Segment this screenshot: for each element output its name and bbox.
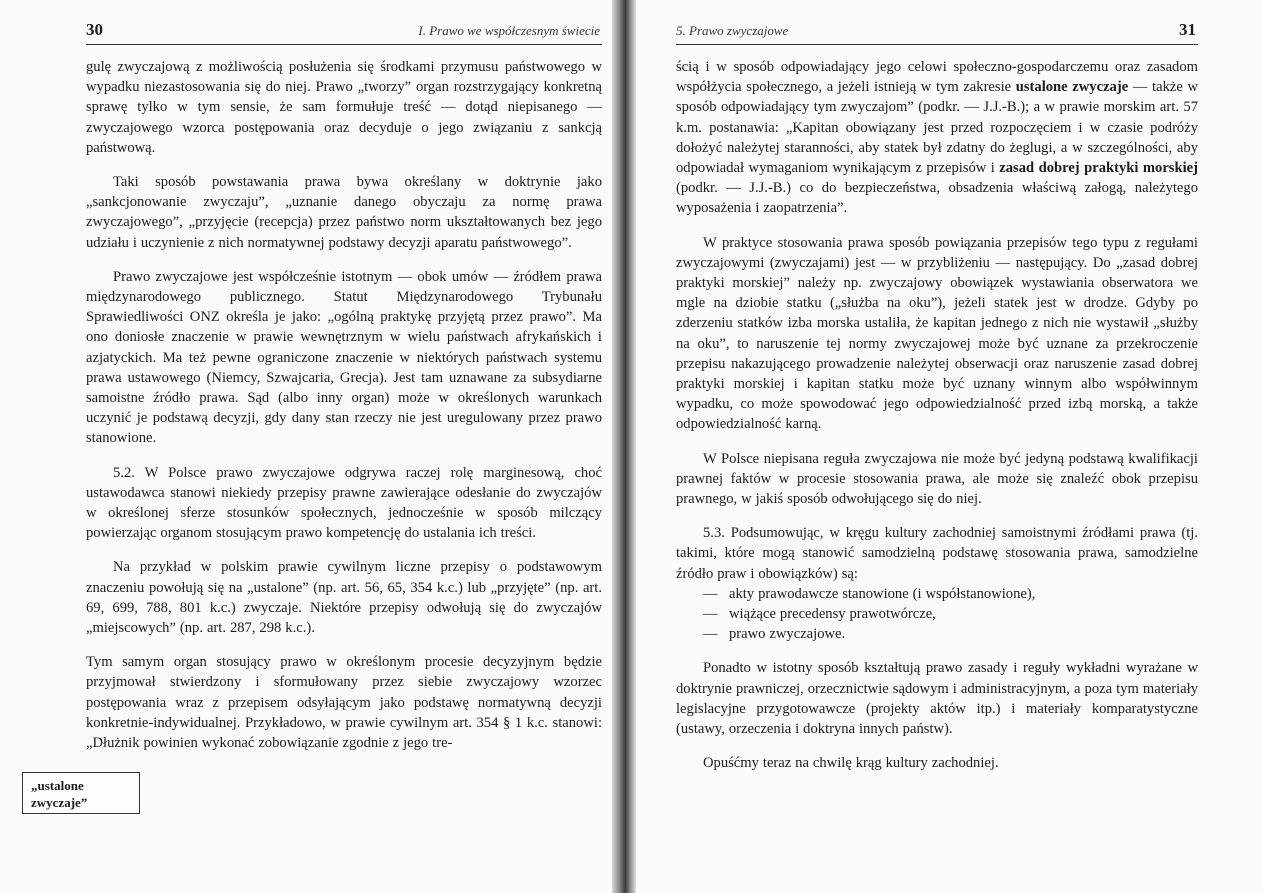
list-item-text: prawo zwyczajowe. — [729, 626, 846, 643]
header-rule — [676, 44, 1198, 45]
list-item — [676, 584, 1198, 604]
paragraph: 5.3. Podsumowując, w kręgu kultury zachodniej samoistnymi źródłami prawa (tj. takimi, które mogą stanowić samodzielną podstawę stosowania prawa, samodzielne źródło praw i obowiązków) są: — [676, 525, 1198, 582]
paragraph-wrapped — [86, 652, 602, 753]
running-head: 5. Prawo zwyczajowe — [676, 23, 789, 38]
margin-note-line: zwyczaje” — [31, 795, 88, 810]
emphasis: zasad dobrej praktyki morskiej — [999, 160, 1198, 177]
paragraph: Na przykład w polskim prawie cywilnym liczne przepisy o podstawowym znaczeniu powołują się na „ustalone” (np. art. 56, 65, 354 k.c.) lub „przyjęte” (np. art. 69, 699, 788, 801 k.c.) zwyczaje. Niektóre przepisy odwołują się do zwyczajów „miejscowych” (np. art. 287, 298 k.c.). — [86, 559, 602, 637]
text-run: — także w sposób odpowiadający tym zwyczajom” (podkr. — J.J.-B.); a w prawie morskim art. 57 k.m. postanawia: „Kapitan obowiązany jest przed rozpoczęciem i w czasie podróży dołożyć należytej staranności, aby statek był zdatny do żeglugi, a w szczególności, aby odpowiadał wymaganiom wynikającym z przepisów i — [676, 79, 1199, 177]
paragraph-text: Tym samym organ stosujący prawo w określonym procesie decyzyjnym będzie przyjmował stwierdzony i sformułowany przez siebie zwyczajowy wzorzec postępowania wraz z przepisem odsyłającym jako podstawę normatywną decyzji konkretnie-indywidualnej. Przykładowo, w prawie cywilnym art. 354 § 1 k.c. stanowi: „Dłużnik powinien wykonać zobowiązanie zgodnie z jego tre- — [86, 654, 602, 752]
list-item-text: akty prawodawcze stanowione (i współstanowione), — [729, 585, 1036, 602]
paragraph: Taki sposób powstawania prawa bywa określany w doktrynie jako „sankcjonowanie zwyczaju”, „uznanie danego obyczaju za normę prawa zwyczajowego”, „przyjęcie (recepcja) przez państwo norm ukształtowanych bez jego udziału i uczynienie z nich normatywnej podstawy decyzji aparatu państwowego”. — [86, 174, 602, 251]
list-item-text: wiążące precedensy prawotwórcze, — [729, 606, 936, 623]
left-body — [86, 57, 602, 832]
right-body — [676, 57, 1198, 774]
paragraph: Opuśćmy teraz na chwilę krąg kultury zachodniej. — [703, 755, 999, 772]
margin-note — [22, 772, 140, 814]
margin-note-line: „ustalone — [31, 778, 84, 793]
header-rule — [86, 44, 602, 45]
list-item — [676, 604, 1198, 624]
book-spine — [612, 0, 636, 893]
paragraph: Ponadto w istotny sposób kształtują prawo zasady i reguły wykładni wyrażane w doktrynie prawniczej, orzecznictwie sądowym i administracyjnym, a poza tym materiały legislacyjne przygotowawcze (projekty aktów itp.) i materiały komparatystyczne (ustawy, orzeczenia i doktryna innych państw). — [676, 660, 1198, 738]
paragraph: W Polsce niepisana reguła zwyczajowa nie może być jedyną podstawą kwalifikacji prawnej faktów w procesie stosowania prawa, ale może się znaleźć obok przepisu prawnego, w jakiś sposób odwołującego się do niej. — [676, 450, 1198, 508]
text-run: ścią i w sposób odpowiadający jego celowi społeczno-gospodarczemu oraz zasadom współżycia społecznego, a jeżeli istnieją w tym zakresie — [676, 59, 1198, 96]
right-page — [636, 0, 1263, 893]
paragraph: gulę zwyczajową z możliwością posłużenia się środkami przymusu państwowego w wypadku niezastosowania się do niej. Prawo „tworzy” organ rozstrzygający konkretną sprawę tylko w tym sensie, że sam formułuje treść — dotąd niepisanego — zwyczajowego wzorca postępowania oraz decyduje o jego związaniu z sankcją państwową. — [86, 59, 602, 156]
sources-list — [676, 584, 1198, 645]
paragraph: 5.2. W Polsce prawo zwyczajowe odgrywa raczej rolę marginesową, choć ustawodawca stanowi niekiedy przepisy prawne zawierające odesłanie do zwyczajów w określonej sferze stosunków społecznych, jednocześnie w sposób milczący powierzając organom stosującym prawo kompetencję do ustalania ich treści. — [86, 464, 602, 542]
running-head: I. Prawo we współczesnym świecie — [418, 23, 600, 38]
left-page — [0, 0, 612, 893]
paragraph: W praktyce stosowania prawa sposób powiązania przepisów tego typu z regułami zwyczajowymi (zwyczajami) jest — w przybliżeniu — następujący. Do „zasad dobrej praktyki morskiej” należy np. zwyczajowy obowiązek wystawiania obserwatora we mgle na dziobie statku („służba na oku”), jeżeli statek jest w drodze. Gdyby po zderzeniu statków izba morska ustaliła, że kapitan jednego z nich nie wystawił „służby na oku”, to naruszenie tej normy zwyczajowej może być uznane za przekroczenie przepisu nakazującego prowadzenie należytej obserwacji oraz naruszenie zasad dobrej praktyki morskiej i kapitan statku może być uznany winnym albo współwinnym wypadku, co może spowodować jego odpowiedzialność przed izbą morską, a także odpowiedzialność karną. — [676, 234, 1198, 433]
page-number: 30 — [86, 20, 103, 39]
page-number: 31 — [1179, 20, 1196, 39]
paragraph — [676, 57, 1198, 219]
paragraph: Prawo zwyczajowe jest współcześnie istotnym — obok umów — źródłem prawa międzynarodowego publicznego. Statut Międzynarodowego Trybunału Sprawiedliwości ONZ określa je jako: „ogólną praktykę przyjętą przez prawo”. Ma ono doniosłe znaczenie w prawie wewnętrznym w wielu państwach afrykańskich i azjatyckich. Ma też pewne ograniczone znaczenie w niektórych państwach systemu prawa ustawowego (Niemcy, Szwajcaria, Grecja). Jest tam uznawane za subsydiarne samoistne źródło prawa. Sąd (albo inny organ) może w określonych warunkach uczynić je podstawą decyzji, gdy dany stan rzeczy nie jest uregulowany przez prawo stanowione. — [86, 268, 602, 447]
text-run: (podkr. — J.J.-B.) co do bezpieczeństwa, obsadzenia właściwą załogą, należytego wyposażenia i zaopatrzenia”. — [676, 180, 1198, 217]
emphasis: ustalone zwyczaje — [1015, 79, 1129, 96]
list-item — [676, 624, 1198, 644]
